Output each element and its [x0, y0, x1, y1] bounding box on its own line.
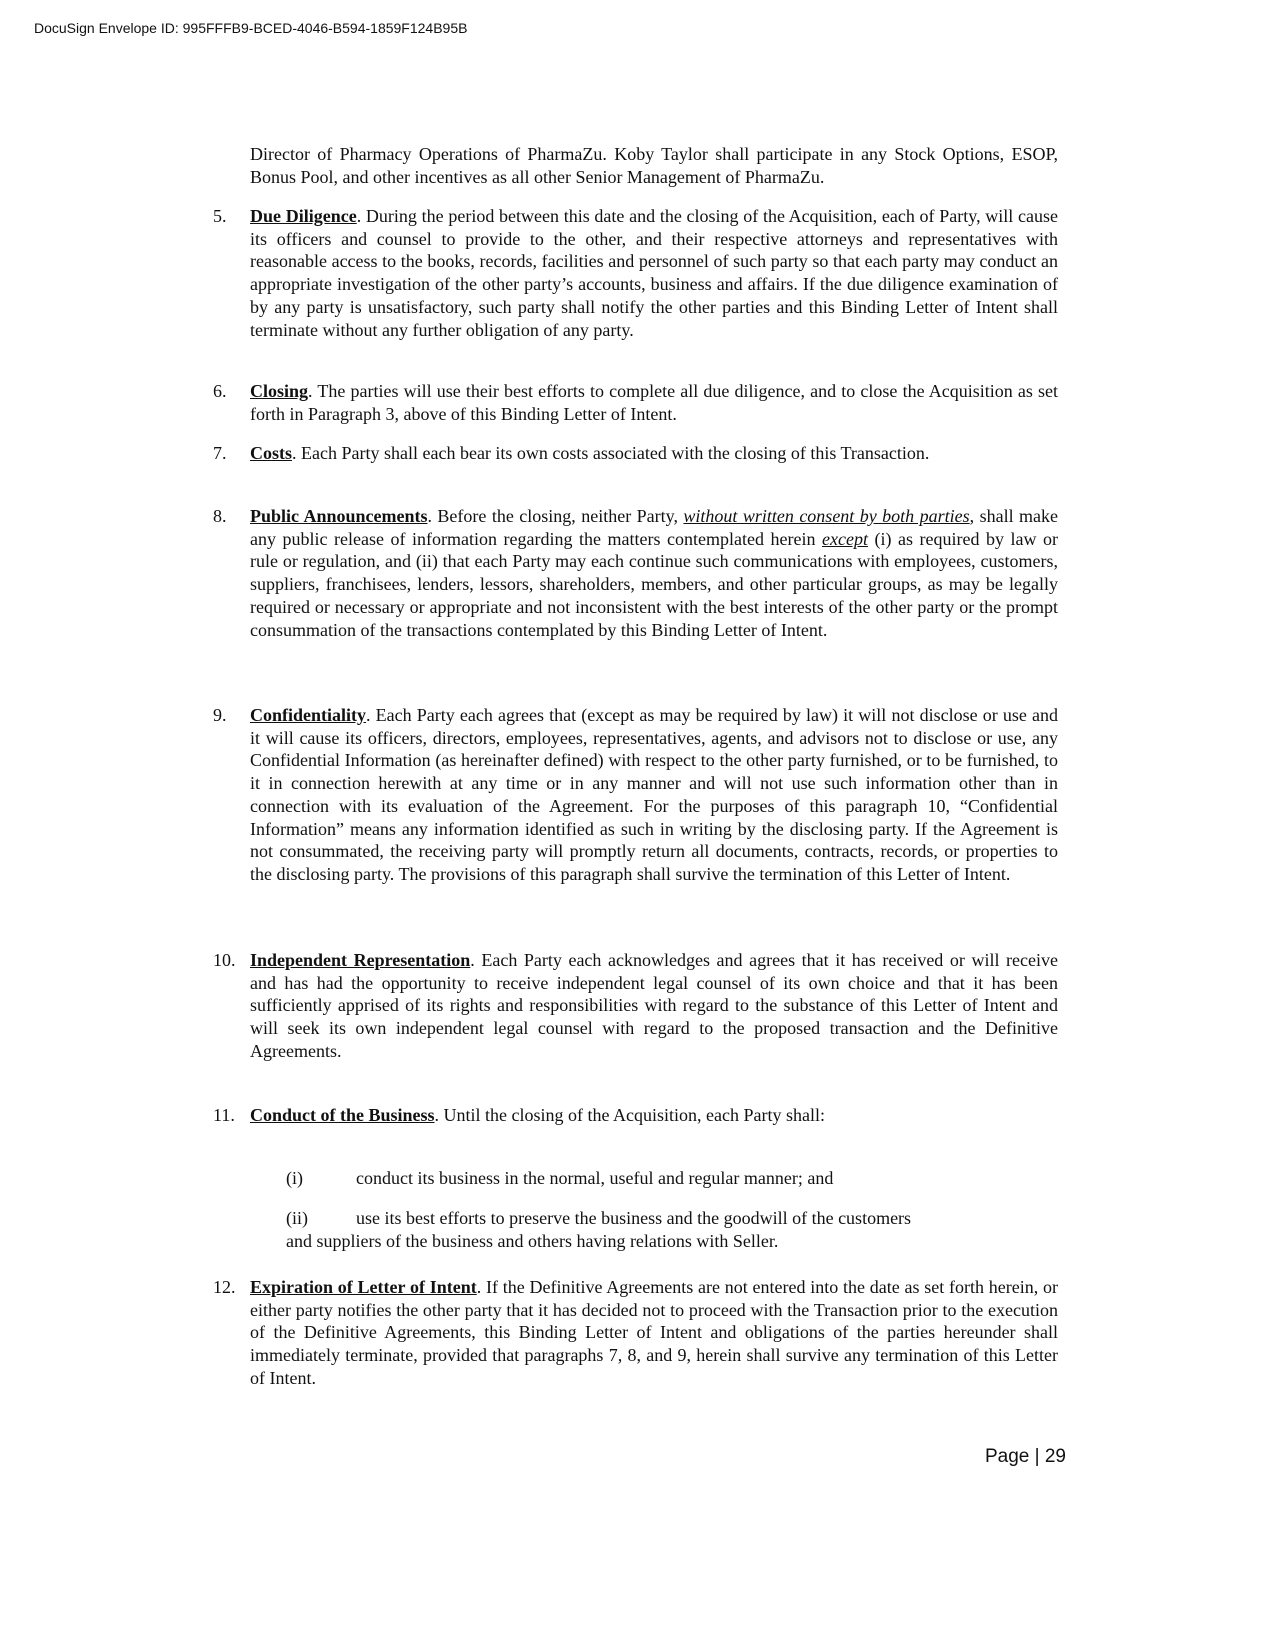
section-number: 8. — [213, 506, 227, 526]
section-number: 6. — [213, 381, 227, 401]
section-text: , shall make any public release of information regarding the matters contemplated herein — [250, 506, 1059, 549]
section-confidentiality — [213, 704, 1058, 886]
section-text: . If the Definitive Agreements are not entered into the date as set forth herein, or either party notifies the other party that it has decided not to proceed with the Transaction prior to the execution of the Definitive Agreements, this Binding Letter of Intent and obligations of the parties hereunder shall immediately terminate, provided that paragraphs 7, 8, and 9, herein shall survive any termination of this Letter of Intent. — [250, 1277, 1058, 1388]
section-heading: Public Announcements — [250, 506, 428, 526]
section-text: (i) as required by law or rule or regulation, and (ii) that each Party may each continue such communications with employees, customers, suppliers, franchisees, lenders, lessors, shareholders, members, and other particular groups, as may be legally required or necessary or appropriate and not inconsistent with the best interests of the other party or the prompt consummation of the transactions contemplated by this Binding Letter of Intent. — [250, 528, 1058, 640]
sub-item-number: (ii) — [286, 1208, 308, 1228]
section-text: . Until the closing of the Acquisition, each Party shall: — [434, 1105, 825, 1125]
section-number: 7. — [213, 443, 227, 463]
section-text: . During the period between this date and the closing of the Acquisition, each of Party, will cause its officers and counsel to provide to the other, and their respective attorneys and representatives with reasonable access to the books, records, facilities and personnel of such party so that each party may conduct an appropriate investigation of the other party’s accounts, business and affairs. If the due diligence examination of by any party is unsatisfactory, such party shall notify the other parties and this Binding Letter of Intent shall terminate without any further obligation of any party. — [250, 206, 1058, 340]
section-number: 9. — [213, 705, 227, 725]
sub-item-text-continued: and suppliers of the business and others having relations with Seller. — [286, 1230, 779, 1251]
section-conduct-of-business — [213, 1104, 1058, 1127]
section-heading: Independent Representation — [250, 950, 471, 970]
emphasis-text: without written consent by both parties — [683, 506, 970, 526]
section-closing — [213, 380, 1058, 425]
section-text: . The parties will use their best efforts to complete all due diligence, and to close the Acquisition as set forth in Paragraph 3, above of this Binding Letter of Intent. — [250, 381, 1058, 424]
section-heading: Conduct of the Business — [250, 1105, 435, 1125]
section-heading: Confidentiality — [250, 705, 367, 725]
sub-item-ii — [286, 1207, 986, 1252]
section-text: . Each Party shall each bear its own costs associated with the closing of this Transaction. — [292, 443, 930, 463]
section-text: . Each Party each acknowledges and agrees that it has received or will receive and has had the opportunity to receive independent legal counsel of its own choice and that it has been sufficiently apprised of its rights and responsibilities with regard to the substance of this Letter of Intent and will seek its own independent legal counsel with regard to the proposed transaction and the Definitive Agreements. — [250, 950, 1058, 1061]
section-heading: Costs — [250, 443, 293, 463]
sub-item-text: use its best efforts to preserve the business and the goodwill of the customers — [356, 1208, 912, 1228]
section-costs — [213, 442, 1058, 465]
emphasis-text: except — [821, 528, 868, 549]
section-due-diligence — [213, 205, 1058, 341]
section-expiration — [213, 1276, 1058, 1390]
section-independent-representation — [213, 949, 1058, 1063]
section-text: . Before the closing, neither Party, — [427, 506, 684, 526]
intro-paragraph: Director of Pharmacy Operations of PharmaZu. Koby Taylor shall participate in any Stock Options, ESOP, Bonus Pool, and other incentives as all other Senior Management of PharmaZu. — [250, 144, 1058, 187]
section-text: . Each Party each agrees that (except as may be required by law) it will not disclose or use and it will cause its officers, directors, employees, representatives, agents, and advisors not to disclose or use, any Confidential Information (as hereinafter defined) with respect to the other party furnished, or to be furnished, to it in connection herewith at any time or in any manner and will not use such information other than in connection with its evaluation of the Agreement. For the purposes of this paragraph 10, “Confidential Information” means any information identified as such in writing by the disclosing party. If the Agreement is not consummated, the receiving party will promptly return all documents, contracts, records, or properties to the disclosing party. The provisions of this paragraph shall survive the termination of this Letter of Intent. — [250, 705, 1058, 884]
section-number: 5. — [213, 206, 227, 226]
sub-item-i — [286, 1167, 834, 1190]
section-heading: Expiration of Letter of Intent — [250, 1277, 477, 1297]
page-number: Page | 29 — [985, 1446, 1067, 1467]
section-number: 10. — [213, 950, 236, 970]
section-heading: Closing — [250, 381, 309, 401]
sub-item-text: conduct its business in the normal, useful and regular manner; and — [356, 1168, 834, 1188]
sub-item-number: (i) — [286, 1168, 303, 1188]
section-heading: Due Diligence — [250, 206, 357, 226]
section-number: 11. — [213, 1105, 235, 1125]
section-number: 12. — [213, 1277, 236, 1297]
envelope-id: DocuSign Envelope ID: 995FFFB9-BCED-4046-B594-1859F124B95B — [34, 20, 468, 36]
section-public-announcements — [213, 505, 1059, 641]
